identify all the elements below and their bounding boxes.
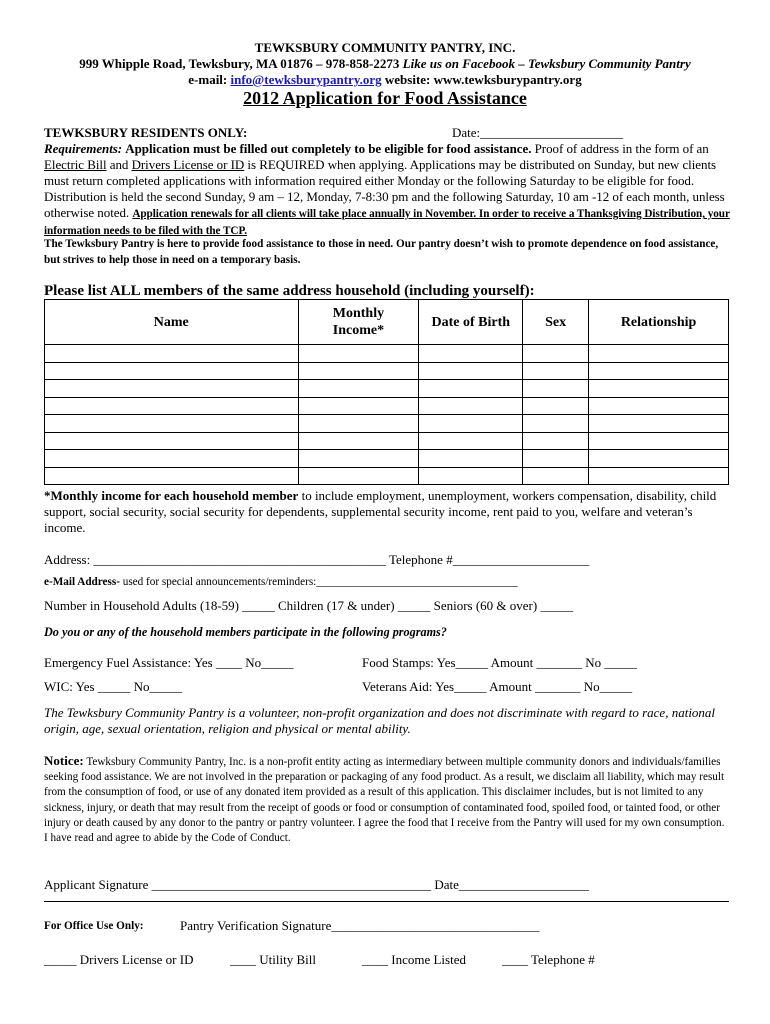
table-cell[interactable]: [523, 432, 589, 450]
date-field[interactable]: Date:______________________: [452, 125, 624, 140]
office-use-label: For Office Use Only:: [44, 920, 144, 932]
table-cell[interactable]: [589, 397, 729, 415]
table-cell[interactable]: [589, 450, 729, 468]
table-cell[interactable]: [589, 415, 729, 433]
requirements-paragraph: [44, 141, 734, 239]
pantry-verification-line[interactable]: Pantry Verification Signature________________________________: [180, 918, 540, 933]
requirements-label: Requirements:: [44, 141, 123, 156]
col-monthly-income: [298, 300, 419, 345]
requirements-text-2: is REQUIRED when applying. Applications may be distributed on Sunday, but new clients must return completed applications with information required either Monday or the following Saturday to be eligible for food. Distribution is held the second Sunday, 9 am – 12, Monday, 7-8:30 pm and the following Saturday, 10 am -12 of each month, unless otherwise noted.: [44, 157, 725, 220]
notice-paragraph: [44, 753, 728, 846]
org-name: TEWKSBURY COMMUNITY PANTRY, INC.: [254, 40, 516, 55]
table-cell[interactable]: [589, 467, 729, 485]
email-address-line[interactable]: [44, 576, 518, 588]
email-label: e-mail:: [188, 72, 228, 87]
table-row: [45, 380, 729, 398]
table-cell[interactable]: [45, 362, 299, 380]
table-cell[interactable]: [298, 362, 419, 380]
nondiscrimination-statement: The Tewksbury Community Pantry is a volunteer, non-profit organization and does not discriminate with regard to race, national origin, age, sexual orientation, religion and physical or mental ability.: [44, 705, 716, 736]
table-cell[interactable]: [419, 397, 523, 415]
requirements-bold: Application must be filled out completely to be eligible for food assistance.: [125, 141, 532, 156]
household-table: [44, 299, 729, 485]
drivers-license: Drivers License or ID: [131, 157, 245, 172]
table-row: [45, 345, 729, 363]
electric-bill: Electric Bill: [44, 157, 107, 172]
household-counts-line[interactable]: Number in Household Adults (18-59) _____ Children (17 & under) _____ Seniors (60 & over) _____: [44, 598, 573, 613]
table-cell[interactable]: [45, 380, 299, 398]
table-cell[interactable]: [419, 362, 523, 380]
fuel-assistance-line[interactable]: Emergency Fuel Assistance: Yes ____ No_____: [44, 655, 294, 670]
table-cell[interactable]: [298, 432, 419, 450]
org-address-line: [0, 56, 770, 72]
income-footnote-text: to include employment, unemployment, workers compensation, disability, child support, social security, social security for dependents, supplemental security income, rent paid to you, welfare and veteran’s income.: [44, 488, 717, 535]
table-cell[interactable]: [419, 432, 523, 450]
table-cell[interactable]: [419, 415, 523, 433]
veterans-aid-line[interactable]: Veterans Aid: Yes_____ Amount _______ No_____: [362, 679, 633, 694]
table-cell[interactable]: [45, 397, 299, 415]
table-cell[interactable]: [45, 467, 299, 485]
col-monthly-income-label: Monthly Income*: [332, 306, 385, 338]
household-table-header: [45, 300, 729, 345]
income-footnote: [44, 488, 734, 536]
check-telephone[interactable]: ____ Telephone #: [502, 952, 595, 967]
page-title: 2012 Application for Food Assistance: [243, 88, 527, 108]
org-address: 999 Whipple Road, Tewksbury, MA 01876 – 978-858-2273: [79, 56, 400, 71]
table-cell[interactable]: [589, 432, 729, 450]
table-cell[interactable]: [298, 467, 419, 485]
table-cell[interactable]: [523, 345, 589, 363]
table-cell[interactable]: [523, 415, 589, 433]
table-row: [45, 362, 729, 380]
table-cell[interactable]: [419, 345, 523, 363]
table-cell[interactable]: [298, 415, 419, 433]
and-text: and: [109, 157, 129, 172]
table-cell[interactable]: [45, 450, 299, 468]
table-cell[interactable]: [298, 397, 419, 415]
col-relationship: Relationship: [589, 300, 729, 345]
household-heading: Please list ALL members of the same address household (including yourself):: [44, 283, 535, 299]
household-table-body: [45, 345, 729, 485]
table-cell[interactable]: [523, 380, 589, 398]
table-cell[interactable]: [589, 362, 729, 380]
table-row: [45, 397, 729, 415]
table-cell[interactable]: [45, 415, 299, 433]
table-cell[interactable]: [589, 345, 729, 363]
col-date-of-birth: Date of Birth: [419, 300, 523, 345]
check-utility-bill[interactable]: ____ Utility Bill: [230, 952, 316, 967]
table-row: [45, 432, 729, 450]
income-footnote-bold: *Monthly income for each household member: [44, 488, 299, 503]
wic-line[interactable]: WIC: Yes _____ No_____: [44, 679, 182, 694]
requirements-text-1: Proof of address in the form of an: [534, 141, 709, 156]
email-address-label: e-Mail Address-: [44, 576, 120, 588]
facebook-note: Like us on Facebook – Tewksbury Community Pantry: [402, 56, 691, 71]
address-telephone-line[interactable]: Address: _____________________________________________ Telephone #_____________________: [44, 552, 590, 567]
programs-question: Do you or any of the household members participate in the following programs?: [44, 625, 447, 639]
table-row: [45, 415, 729, 433]
website-label: website:: [384, 72, 431, 87]
renewal-note: Application renewals for all clients will take place annually in November. In order to receive a Thanksgiving Distribution, your information needs to be filed with the TCP.: [44, 208, 730, 237]
mission-statement: The Tewksbury Pantry is here to provide food assistance to those in need. Our pantry doesn’t wish to promote dependence on food assistance, but strives to help those in need on a temporary basis.: [44, 238, 719, 266]
applicant-signature-line[interactable]: Applicant Signature ___________________________________________ Date____________________: [44, 877, 589, 892]
table-cell[interactable]: [419, 467, 523, 485]
check-drivers-license[interactable]: _____ Drivers License or ID: [44, 952, 194, 967]
table-cell[interactable]: [419, 380, 523, 398]
table-row: [45, 467, 729, 485]
table-cell[interactable]: [298, 380, 419, 398]
email-address-text: used for special announcements/reminders:____________________________________: [122, 576, 518, 588]
check-income-listed[interactable]: ____ Income Listed: [362, 952, 466, 967]
table-cell[interactable]: [45, 432, 299, 450]
table-cell[interactable]: [419, 450, 523, 468]
table-cell[interactable]: [523, 450, 589, 468]
col-sex: Sex: [523, 300, 589, 345]
table-row: [45, 450, 729, 468]
notice-text: Tewksbury Community Pantry, Inc. is a non-profit entity acting as intermediary between multiple community donors and individuals/families seeking food assistance. We are not involved in the preparation or packaging of any food product. As a result, we disclaim all liability, which may result from the consumption of food, or use of any donated item provided as a result of this application. This disclaimer includes, but is not limited to any sickness, injury, or death that may result from the receipt of goods or food or consumption of contaminated food, spoiled food, or tainted food, or other injury or death caused by any donor to the pantry or pantry volunteer. I agree the food that I receive from the Pantry will used for my own consumption. I have read and agree to abide by the Code of Conduct.: [44, 756, 725, 845]
table-cell[interactable]: [298, 345, 419, 363]
org-contact-line: [0, 72, 770, 88]
office-divider: [44, 901, 729, 902]
col-name: Name: [45, 300, 299, 345]
table-cell[interactable]: [523, 467, 589, 485]
food-stamps-line[interactable]: Food Stamps: Yes_____ Amount _______ No _____: [362, 655, 637, 670]
website-url: www.tewksburypantry.org: [433, 72, 582, 87]
table-cell[interactable]: [298, 450, 419, 468]
table-cell[interactable]: [523, 362, 589, 380]
residents-only-label: TEWKSBURY RESIDENTS ONLY:: [44, 125, 248, 140]
table-cell[interactable]: [523, 397, 589, 415]
email-link[interactable]: info@tewksburypantry.org: [230, 72, 382, 87]
table-cell[interactable]: [45, 345, 299, 363]
notice-label: Notice:: [44, 753, 84, 768]
table-cell[interactable]: [589, 380, 729, 398]
